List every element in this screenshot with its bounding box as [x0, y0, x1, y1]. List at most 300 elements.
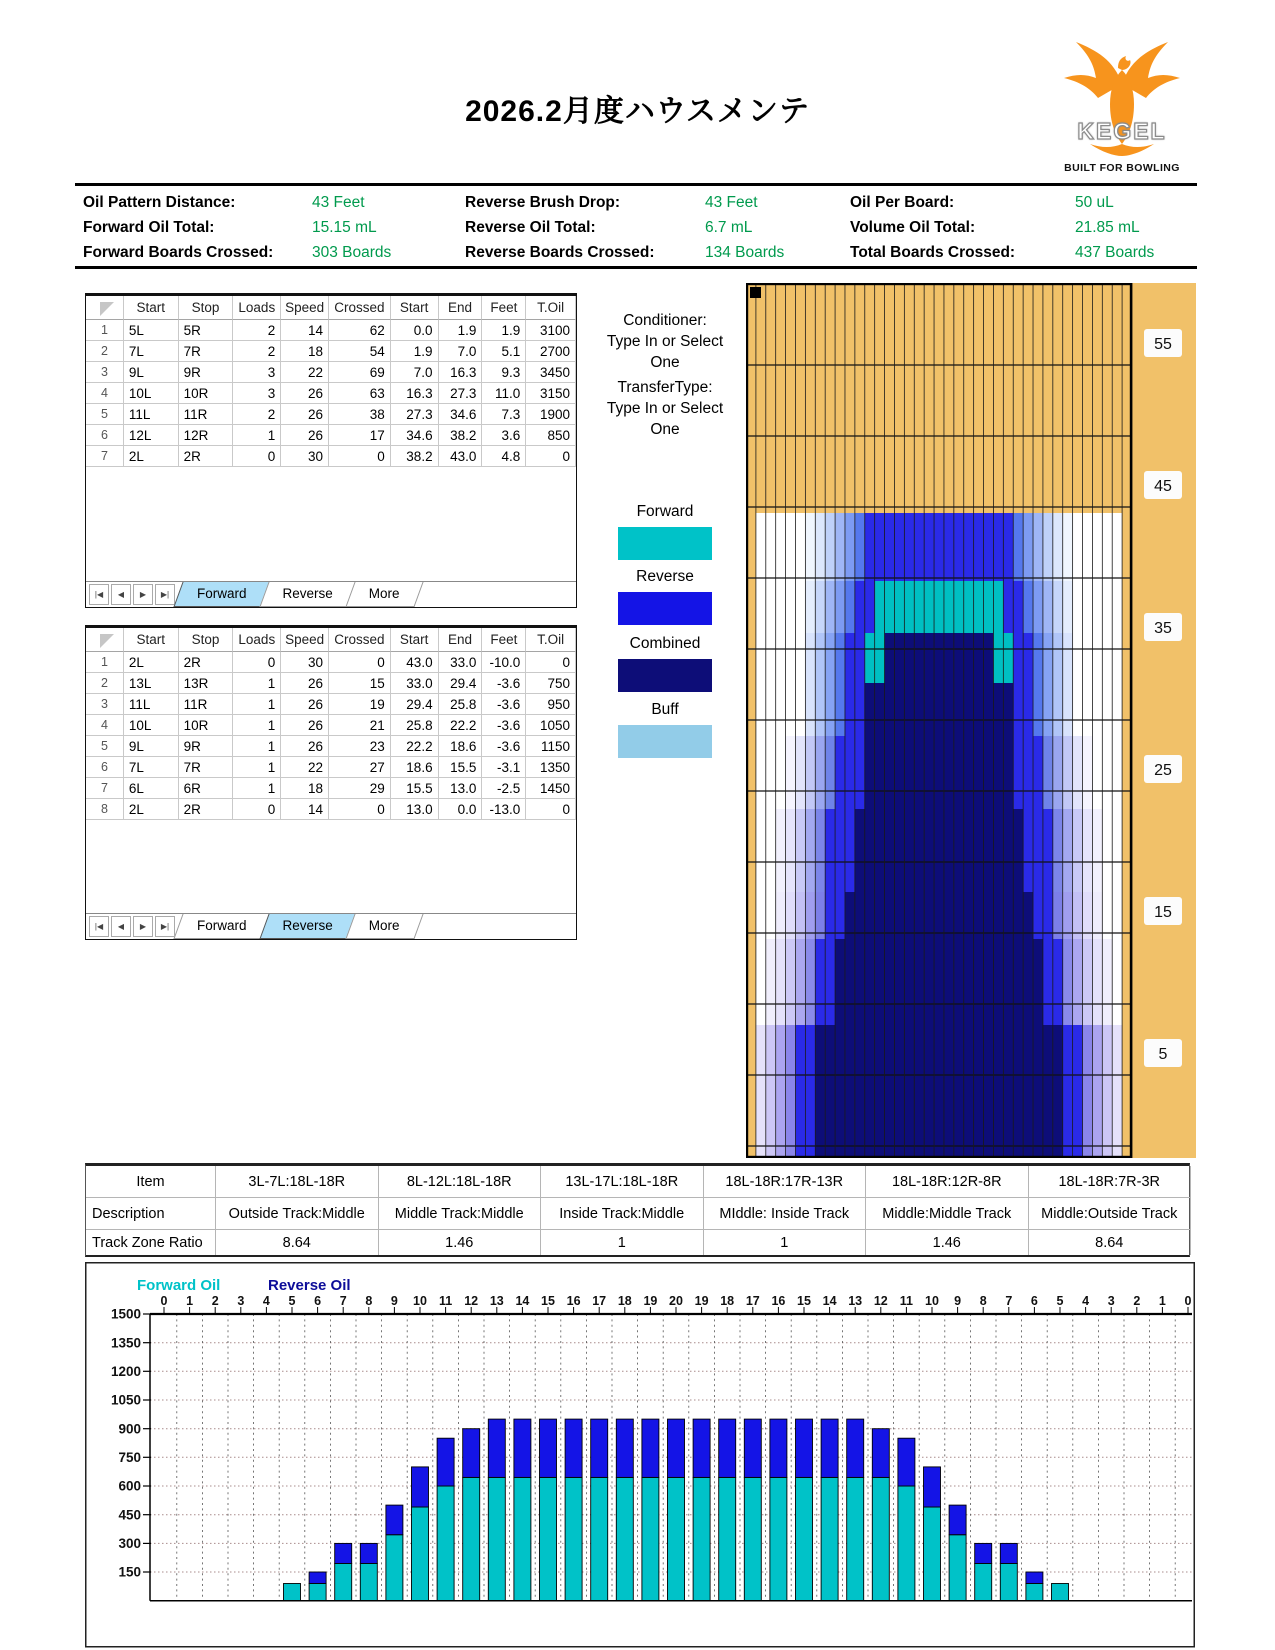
- lane-distance-label: [1144, 755, 1182, 783]
- cell: 950: [526, 694, 576, 715]
- cell: 7R: [179, 757, 234, 778]
- stat-label: Forward Boards Crossed:: [83, 243, 274, 261]
- cell: 62: [329, 320, 391, 341]
- svg-text:3: 3: [1107, 1294, 1115, 1308]
- cell: 0: [233, 652, 281, 673]
- cell: 0: [233, 446, 281, 467]
- svg-text:15: 15: [797, 1294, 811, 1308]
- svg-text:10: 10: [413, 1294, 427, 1308]
- cell: 2L: [124, 446, 179, 467]
- cell: 26: [281, 404, 329, 425]
- forward-oil-label: Forward Oil: [137, 1277, 221, 1294]
- svg-text:9: 9: [390, 1294, 398, 1308]
- stat-label: Total Boards Crossed:: [850, 243, 1016, 261]
- svg-text:7: 7: [339, 1294, 347, 1308]
- sheet-header-row: [86, 296, 576, 320]
- cell: 23: [329, 736, 391, 757]
- cell: 6L: [124, 778, 179, 799]
- cell: 43.0: [439, 446, 483, 467]
- ratio-cell: 1: [704, 1230, 867, 1255]
- row-number: 2: [86, 341, 124, 362]
- ratio-cell: 18L-18R:12R-8R: [866, 1166, 1029, 1198]
- cell: 0: [526, 446, 576, 467]
- column-header: Speed: [281, 628, 329, 652]
- ratio-cell: 3L-7L:18L-18R: [216, 1166, 379, 1198]
- stat-row: [83, 240, 391, 265]
- svg-text:4: 4: [1082, 1294, 1090, 1308]
- stat-row: [850, 190, 1154, 215]
- cell: 9L: [124, 362, 179, 383]
- last-sheet-button[interactable]: ▶|: [155, 584, 175, 605]
- stat-row: [465, 190, 784, 215]
- reverse-sheet: [85, 625, 577, 940]
- cell: 17: [329, 425, 391, 446]
- ratio-cell: Track Zone Ratio: [86, 1230, 216, 1255]
- ratio-cell: Middle:Outside Track: [1029, 1198, 1192, 1230]
- cell: 15.5: [439, 757, 483, 778]
- cell: 38: [329, 404, 391, 425]
- sheet-row: [86, 778, 576, 799]
- stat-label: Forward Oil Total:: [83, 218, 215, 236]
- divider-bottom: [75, 266, 1197, 269]
- cell: 1: [233, 778, 281, 799]
- ratio-cell: Inside Track:Middle: [541, 1198, 704, 1230]
- svg-text:5: 5: [1056, 1294, 1064, 1308]
- cell: 9.3: [482, 362, 526, 383]
- stat-label: Reverse Oil Total:: [465, 218, 596, 236]
- sheet-tab-reverse[interactable]: Reverse: [268, 582, 348, 607]
- svg-text:2: 2: [1133, 1294, 1141, 1308]
- cell: 1: [233, 736, 281, 757]
- cell: 14: [281, 799, 329, 820]
- cell: 16.3: [391, 383, 439, 404]
- cell: 0: [329, 446, 391, 467]
- ratio-cell: 8.64: [216, 1230, 379, 1255]
- row-number: 6: [86, 757, 124, 778]
- cell: 22.2: [439, 715, 483, 736]
- cell: 30: [281, 446, 329, 467]
- cell: 7.0: [391, 362, 439, 383]
- sheet-tab-bar: [86, 913, 576, 939]
- conditioner-select[interactable]: [585, 310, 745, 373]
- sheet-row: [86, 341, 576, 362]
- legend-swatch-buff: [618, 725, 712, 758]
- cell: -3.6: [482, 736, 526, 757]
- cell: 5R: [179, 320, 234, 341]
- legend-label-reverse: Reverse: [636, 568, 694, 585]
- ratio-cell: Middle:Middle Track: [866, 1198, 1029, 1230]
- first-sheet-button[interactable]: |◀: [89, 584, 109, 605]
- sheet-row: [86, 383, 576, 404]
- stat-value: 134 Boards: [705, 243, 785, 261]
- column-header: Loads: [233, 628, 281, 652]
- cell: 0: [526, 799, 576, 820]
- row-number: 4: [86, 383, 124, 404]
- first-sheet-button[interactable]: |◀: [89, 916, 109, 937]
- cell: 0.0: [439, 799, 483, 820]
- cell: 0: [526, 652, 576, 673]
- sheet-row: [86, 404, 576, 425]
- stat-value: 43 Feet: [312, 193, 365, 211]
- cell: 13L: [124, 673, 179, 694]
- stats-column: [465, 190, 784, 265]
- kegel-logo: [1052, 40, 1192, 175]
- row-number: 1: [86, 652, 124, 673]
- cell: 2: [233, 320, 281, 341]
- svg-text:9: 9: [954, 1294, 962, 1308]
- svg-text:18: 18: [720, 1294, 735, 1308]
- cell: 21: [329, 715, 391, 736]
- cell: 18.6: [439, 736, 483, 757]
- cell: 7L: [124, 341, 179, 362]
- cell: 14: [281, 320, 329, 341]
- svg-text:13: 13: [489, 1294, 504, 1308]
- svg-text:25: 25: [1154, 762, 1172, 779]
- cell: 12R: [179, 425, 234, 446]
- stat-label: Reverse Boards Crossed:: [465, 243, 655, 261]
- cell: -3.1: [482, 757, 526, 778]
- column-header: Stop: [179, 628, 234, 652]
- cell: 3: [233, 383, 281, 404]
- cell: -2.5: [482, 778, 526, 799]
- cell: 18.6: [391, 757, 439, 778]
- svg-text:3: 3: [237, 1294, 245, 1308]
- cell: 3100: [526, 320, 576, 341]
- conditioner-prompt-2: One: [650, 354, 680, 371]
- column-header: [86, 628, 124, 652]
- column-header: Start: [124, 628, 179, 652]
- svg-text:7: 7: [1005, 1294, 1013, 1308]
- cell: 26: [281, 736, 329, 757]
- column-header: End: [439, 296, 483, 320]
- row-number: 5: [86, 736, 124, 757]
- svg-text:300: 300: [118, 1536, 141, 1552]
- stat-label: Oil Per Board:: [850, 193, 955, 211]
- cell: 26: [281, 425, 329, 446]
- cell: 9R: [179, 736, 234, 757]
- cell: 2700: [526, 341, 576, 362]
- ratio-cell: 1.46: [866, 1230, 1029, 1255]
- prev-sheet-button[interactable]: ◀: [111, 916, 131, 937]
- row-number: 6: [86, 425, 124, 446]
- cell: 63: [329, 383, 391, 404]
- svg-text:45: 45: [1154, 478, 1172, 495]
- cell: 69: [329, 362, 391, 383]
- cell: 1: [233, 425, 281, 446]
- prev-sheet-button[interactable]: ◀: [111, 584, 131, 605]
- stats-column: [83, 190, 391, 265]
- svg-text:1050: 1050: [110, 1392, 141, 1408]
- cell: 0.0: [391, 320, 439, 341]
- cell: 19: [329, 694, 391, 715]
- sheet-row: [86, 652, 576, 673]
- cell: 38.2: [391, 446, 439, 467]
- cell: 3: [233, 362, 281, 383]
- svg-text:18: 18: [617, 1294, 632, 1308]
- transfer-type-select[interactable]: [585, 377, 745, 440]
- cell: 13R: [179, 673, 234, 694]
- sheet-row: [86, 736, 576, 757]
- column-header: Feet: [482, 296, 526, 320]
- legend-swatch-forward: [618, 527, 712, 560]
- stat-row: [465, 215, 784, 240]
- cell: 34.6: [439, 404, 483, 425]
- sheet-row: [86, 320, 576, 341]
- cell: 54: [329, 341, 391, 362]
- svg-text:14: 14: [822, 1294, 837, 1308]
- cell: 5L: [124, 320, 179, 341]
- svg-text:0: 0: [160, 1294, 168, 1308]
- column-header: Feet: [482, 628, 526, 652]
- cell: 25.8: [439, 694, 483, 715]
- cell: 850: [526, 425, 576, 446]
- svg-text:450: 450: [118, 1507, 141, 1523]
- svg-text:17: 17: [592, 1294, 607, 1308]
- cell: 3450: [526, 362, 576, 383]
- cell: 1450: [526, 778, 576, 799]
- column-header: Stop: [179, 296, 234, 320]
- ratio-cell: 1.46: [379, 1230, 542, 1255]
- cell: 43.0: [391, 652, 439, 673]
- cell: 2R: [179, 446, 234, 467]
- sheet-row: [86, 694, 576, 715]
- svg-text:20: 20: [669, 1294, 683, 1308]
- cell: 15.5: [391, 778, 439, 799]
- sheet-tab-reverse[interactable]: Reverse: [268, 914, 348, 939]
- stat-value: 21.85 mL: [1075, 218, 1140, 236]
- ratio-cell: 18L-18R:7R-3R: [1029, 1166, 1192, 1198]
- cell: 2L: [124, 652, 179, 673]
- stat-value: 15.15 mL: [312, 218, 377, 236]
- next-sheet-button[interactable]: ▶: [133, 916, 153, 937]
- svg-text:10: 10: [925, 1294, 939, 1308]
- cell: 6R: [179, 778, 234, 799]
- cell: 7.3: [482, 404, 526, 425]
- ratio-cell: 13L-17L:18L-18R: [541, 1166, 704, 1198]
- stat-row: [83, 215, 391, 240]
- legend-swatch-combined: [618, 659, 712, 692]
- cell: 1150: [526, 736, 576, 757]
- svg-text:4: 4: [262, 1294, 270, 1308]
- svg-text:12: 12: [464, 1294, 479, 1308]
- legend-label-combined: Combined: [629, 635, 701, 652]
- cell: 13.0: [439, 778, 483, 799]
- cell: 750: [526, 673, 576, 694]
- cell: 2L: [124, 799, 179, 820]
- cell: 22: [281, 362, 329, 383]
- column-header: Start: [124, 296, 179, 320]
- svg-text:15: 15: [541, 1294, 555, 1308]
- cell: 1.9: [391, 341, 439, 362]
- cell: 7L: [124, 757, 179, 778]
- sheet-tab-more[interactable]: More: [354, 582, 415, 607]
- cell: 26: [281, 694, 329, 715]
- cell: 1: [233, 757, 281, 778]
- conditioner-label: Conditioner:: [623, 312, 707, 329]
- cell: 27.3: [439, 383, 483, 404]
- sheet-tab-forward[interactable]: Forward: [182, 582, 262, 607]
- cell: 0: [329, 799, 391, 820]
- ratio-cell: Middle Track:Middle: [379, 1198, 542, 1230]
- svg-text:13: 13: [848, 1294, 863, 1308]
- reverse-oil-label: Reverse Oil: [268, 1277, 351, 1294]
- cell: 18: [281, 778, 329, 799]
- oil-distribution-chart: [85, 1262, 1195, 1648]
- cell: 15: [329, 673, 391, 694]
- lane-distance-label: [1144, 329, 1182, 357]
- cell: 12L: [124, 425, 179, 446]
- stat-row: [850, 240, 1154, 265]
- stat-label: Volume Oil Total:: [850, 218, 976, 236]
- row-number: 4: [86, 715, 124, 736]
- row-number: 3: [86, 362, 124, 383]
- cell: 1: [233, 673, 281, 694]
- svg-text:5: 5: [1158, 1046, 1168, 1063]
- cell: 11R: [179, 404, 234, 425]
- cell: 2: [233, 404, 281, 425]
- cell: 16.3: [439, 362, 483, 383]
- svg-text:150: 150: [118, 1564, 141, 1580]
- sheet-row: [86, 757, 576, 778]
- column-header: Start: [391, 296, 439, 320]
- column-header: T.Oil: [526, 628, 576, 652]
- cell: 1.9: [439, 320, 483, 341]
- cell: 22: [281, 757, 329, 778]
- cell: 1350: [526, 757, 576, 778]
- stat-value: 6.7 mL: [705, 218, 753, 236]
- svg-text:16: 16: [566, 1294, 581, 1308]
- column-header: Speed: [281, 296, 329, 320]
- sheet-row: [86, 446, 576, 467]
- stat-value: 50 uL: [1075, 193, 1114, 211]
- track-zone-ratio-table: [85, 1163, 1190, 1257]
- svg-text:6: 6: [1030, 1294, 1038, 1308]
- column-header: T.Oil: [526, 296, 576, 320]
- sheet-row: [86, 715, 576, 736]
- row-number: 3: [86, 694, 124, 715]
- cell: 18: [281, 341, 329, 362]
- cell: 4.8: [482, 446, 526, 467]
- legend-label-buff: Buff: [651, 701, 679, 718]
- svg-text:19: 19: [643, 1294, 658, 1308]
- svg-text:12: 12: [873, 1294, 888, 1308]
- cell: 11L: [124, 404, 179, 425]
- select-all-corner: [100, 634, 114, 648]
- cell: 29: [329, 778, 391, 799]
- cell: 2: [233, 341, 281, 362]
- row-number: 1: [86, 320, 124, 341]
- cell: 1.9: [482, 320, 526, 341]
- legend-label-forward: Forward: [636, 503, 694, 520]
- row-number: 7: [86, 778, 124, 799]
- svg-text:11: 11: [899, 1294, 914, 1308]
- cell: 13.0: [391, 799, 439, 820]
- cell: 7.0: [439, 341, 483, 362]
- cell: 11.0: [482, 383, 526, 404]
- ratio-cell: Outside Track:Middle: [216, 1198, 379, 1230]
- sheet-empty-area: [86, 467, 576, 581]
- svg-text:15: 15: [1154, 904, 1172, 921]
- ratio-cell: Description: [86, 1198, 216, 1230]
- svg-text:19: 19: [694, 1294, 709, 1308]
- cell: 26: [281, 383, 329, 404]
- svg-text:17: 17: [745, 1294, 760, 1308]
- svg-text:2: 2: [211, 1294, 219, 1308]
- ratio-cell: MIddle: Inside Track: [704, 1198, 867, 1230]
- cell: 2R: [179, 799, 234, 820]
- page-title: 2026.2月度ハウスメンテ: [465, 95, 810, 128]
- cell: 3150: [526, 383, 576, 404]
- row-number: 7: [86, 446, 124, 467]
- svg-text:600: 600: [118, 1478, 141, 1494]
- ratio-cell: 1: [541, 1230, 704, 1255]
- cell: 1: [233, 715, 281, 736]
- cell: 9R: [179, 362, 234, 383]
- sheet-tab-bar: [86, 581, 576, 607]
- svg-text:14: 14: [515, 1294, 530, 1308]
- cell: 33.0: [439, 652, 483, 673]
- cell: 10R: [179, 715, 234, 736]
- cell: 1050: [526, 715, 576, 736]
- svg-text:0: 0: [1184, 1294, 1192, 1308]
- ratio-cell: 18L-18R:17R-13R: [704, 1166, 867, 1198]
- stat-row: [465, 240, 784, 265]
- column-header: Crossed: [329, 296, 391, 320]
- row-number: 2: [86, 673, 124, 694]
- svg-text:1: 1: [1158, 1294, 1166, 1308]
- cell: 0: [233, 799, 281, 820]
- logo-tagline: BUILT FOR BOWLING: [1064, 162, 1180, 174]
- cell: 1: [233, 694, 281, 715]
- svg-text:1200: 1200: [110, 1364, 141, 1379]
- cell: -3.6: [482, 694, 526, 715]
- cell: 11R: [179, 694, 234, 715]
- stats-column: [850, 190, 1154, 265]
- stat-label: Reverse Brush Drop:: [465, 193, 621, 211]
- svg-text:6: 6: [314, 1294, 322, 1308]
- stat-value: 43 Feet: [705, 193, 758, 211]
- ratio-cell: Item: [86, 1166, 216, 1198]
- svg-text:8: 8: [979, 1294, 987, 1308]
- sheet-tab-forward[interactable]: Forward: [182, 914, 262, 939]
- svg-text:900: 900: [118, 1421, 141, 1437]
- cell: 1900: [526, 404, 576, 425]
- cell: 3.6: [482, 425, 526, 446]
- last-sheet-button[interactable]: ▶|: [155, 916, 175, 937]
- next-sheet-button[interactable]: ▶: [133, 584, 153, 605]
- cell: 26: [281, 715, 329, 736]
- cell: 2R: [179, 652, 234, 673]
- divider-top: [75, 183, 1197, 186]
- cell: 34.6: [391, 425, 439, 446]
- svg-text:1500: 1500: [110, 1306, 141, 1322]
- cell: -13.0: [482, 799, 526, 820]
- cell: 7R: [179, 341, 234, 362]
- cell: 10L: [124, 383, 179, 404]
- sheet-tab-more[interactable]: More: [354, 914, 415, 939]
- stat-row: [83, 190, 391, 215]
- transfer-label: TransferType:: [617, 379, 713, 396]
- cell: -3.6: [482, 715, 526, 736]
- cell: 0: [329, 652, 391, 673]
- conditioner-prompt-1: Type In or Select: [606, 333, 724, 350]
- lane-distance-label: [1144, 471, 1182, 499]
- cell: 27: [329, 757, 391, 778]
- cell: 5.1: [482, 341, 526, 362]
- cell: 30: [281, 652, 329, 673]
- sheet-row: [86, 673, 576, 694]
- cell: 25.8: [391, 715, 439, 736]
